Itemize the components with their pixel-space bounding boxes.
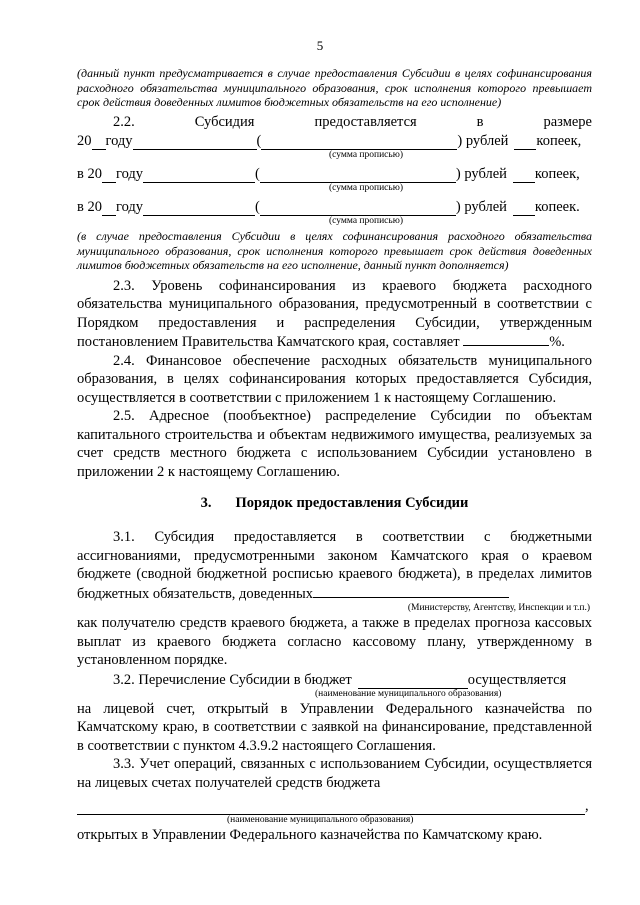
clause-2-5: 2.5. Адресное (пообъектное) распределение Субсидии по объектам капитального строительства и объектам недвижимого имущества, реализуемых за счет средств местного бюджета с использованием Субсидии установлено в приложении 2 к настоящему Соглашению. (77, 408, 592, 480)
kopeks-blank (513, 201, 535, 216)
year-blank (102, 201, 116, 216)
amount-caption: (сумма прописью) (329, 216, 403, 226)
rubles-label: ) рублей (457, 133, 509, 149)
amount-words-blank (260, 168, 456, 183)
clause-2-2-word: Субсидия (194, 113, 255, 130)
clause-3-2-line (77, 670, 592, 689)
year-word: году (105, 133, 133, 149)
document-body (77, 66, 592, 845)
clause-3-3-continuation: открытых в Управлении Федерального казначейства по Камчатскому краю. (77, 827, 543, 843)
note-clause-2-2: (данный пункт предусматривается в случае предоставления Субсидии в целях софинансирования расходного обязательства муниципального образования, срок исполнения которого превышает срок действия доведенных лимитов бюджетных обязательств на его исполнение) (77, 66, 592, 109)
amount-words-blank (260, 201, 456, 216)
open-paren: ( (256, 133, 262, 149)
municipality-blank (77, 800, 585, 815)
percent-suffix: %. (549, 334, 565, 350)
clause-2-2-heading-line (77, 113, 592, 132)
clause-3-1-continuation: как получателю средств краевого бюджета, а также в пределах прогноза кассовых выплат из краевого бюджета согласно кассовому плану, утвержденному в установленном порядке. (77, 615, 592, 668)
note-clause-2-2-extension: (в случае предоставления Субсидии в целях софинансирования расходного обязательства муниципального образования, срок исполнения которого превышает срок действия доведенных лимитов бюджетных обязательств на его исполнение, данный пункт дополняется) (77, 229, 592, 272)
clause-3-2-continuation: на лицевой счет, открытый в Управлении Федерального казначейства по Камчатскому краю, в соответствии с заявкой на финансирование, представленной в соответствии с пунктом 4.3.9.2 настоящего Соглашения. (77, 700, 592, 754)
section-3-title: Порядок предоставления Субсидии (235, 495, 469, 511)
amount-words-blank (261, 135, 457, 150)
section-3-heading (77, 495, 592, 512)
year-blank (102, 168, 116, 183)
clause-2-3-text: 2.3. Уровень софинансирования из краевого бюджета расходного обязательства муниципального образования, предусмотренный в соответствии с Порядком предоставления и распределения Субсидии, утвержденным постановлением Правительства Камчатского края, составляет (77, 277, 592, 350)
recipient-caption: (Министерству, Агентству, Инспекции и т.п.) (407, 603, 590, 613)
year-word: году (115, 199, 144, 215)
page-number: 5 (316, 38, 324, 53)
clause-2-2-number: 2.2. (113, 113, 135, 130)
kopeks-label: копеек, (534, 166, 580, 182)
year-prefix: 20 (77, 133, 92, 149)
clause-2-2-word: в (476, 113, 484, 130)
kopeks-blank (513, 168, 535, 183)
open-paren: ( (255, 199, 260, 215)
clause-3-1-text: 3.1. Субсидия предоставляется в соответствии с бюджетными ассигнованиями, предусмотренными законом Камчатского края о краевом бюджете (сводной бюджетной росписью краевого бюджета), в пределах лимитов бюджетных обязательств, доведенных (77, 529, 592, 602)
clause-2-4: 2.4. Финансовое обеспечение расходных обязательств муниципального образования, в целях софинансирования которых предоставляется Субсидия, осуществляется в соответствии с приложением 1 к настоящему Соглашению. (77, 352, 592, 406)
clause-3-2-end: осуществляется (467, 671, 567, 688)
municipality-caption: (наименование муниципального образования) (315, 688, 502, 699)
rubles-label: ) рублей (455, 166, 507, 182)
clause-3-2-text: 3.2. Перечисление Субсидии в бюджет (113, 671, 352, 688)
year-word: году (115, 166, 144, 182)
year-blank (92, 135, 106, 150)
kopeks-blank (514, 135, 536, 150)
amount-line-year-1 (77, 131, 592, 150)
clause-2-2-word: размере (543, 113, 592, 130)
amount-caption: (сумма прописью) (329, 150, 403, 160)
year-prefix: в 20 (77, 166, 102, 182)
amount-line-year-2 (77, 164, 592, 183)
amount-caption: (сумма прописью) (329, 183, 403, 193)
kopeks-label: копеек. (534, 199, 580, 215)
amount-blank (143, 201, 255, 216)
clause-3-3: 3.3. Учет операций, связанных с использованием Субсидии, осуществляется на лицевых счетах получателей средств бюджета (77, 756, 592, 791)
amount-blank (143, 168, 255, 183)
clause-2-3 (77, 277, 592, 352)
municipality-caption: (наименование муниципального образования) (227, 815, 414, 825)
section-3-number: 3. (200, 495, 212, 511)
clause-3-1 (77, 528, 592, 603)
comma: , (585, 798, 589, 814)
rubles-label: ) рублей (455, 199, 507, 215)
percent-blank (463, 332, 549, 346)
open-paren: ( (255, 166, 260, 182)
municipality-blank (358, 674, 468, 689)
clause-3-3-blank-line (77, 796, 592, 815)
amount-line-year-3 (77, 197, 592, 216)
recipient-blank (313, 584, 509, 598)
clause-2-2-word: предоставляется (314, 113, 417, 130)
year-prefix: в 20 (77, 199, 102, 215)
kopeks-label: копеек, (536, 133, 582, 149)
amount-blank (133, 135, 257, 150)
